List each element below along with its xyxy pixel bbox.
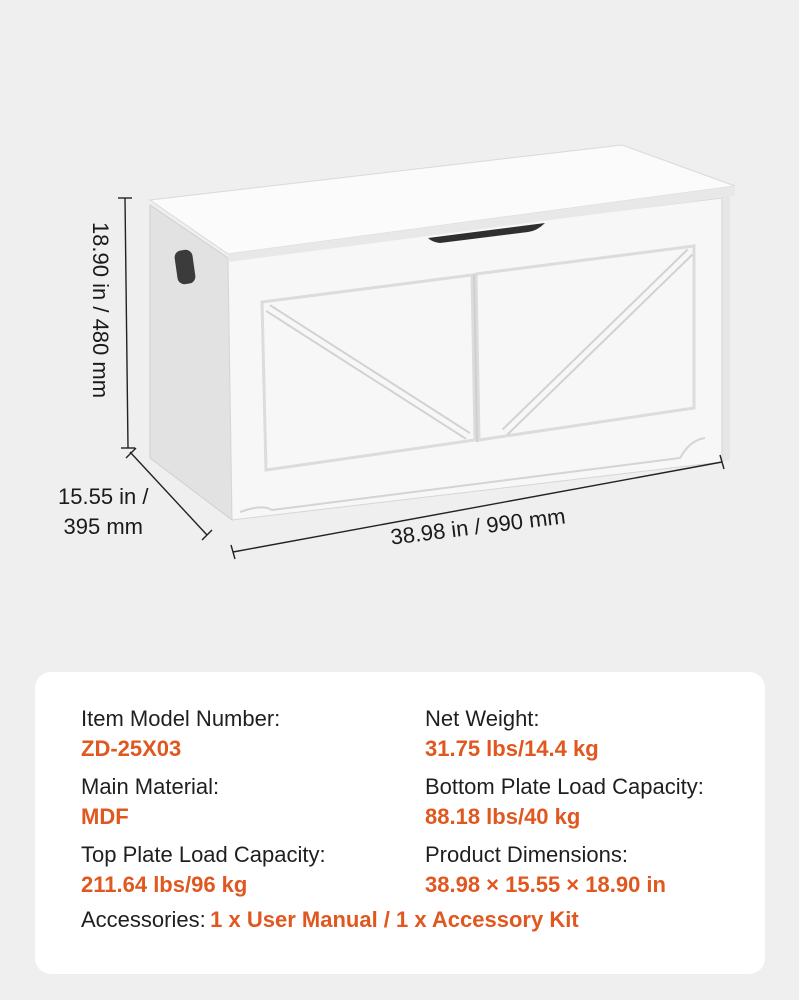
- spec-material-value: MDF: [81, 804, 129, 829]
- spec-bottom-load-label: Bottom Plate Load Capacity:: [425, 774, 704, 799]
- spec-accessories-label: Accessories:: [81, 907, 206, 932]
- spec-dimensions-label: Product Dimensions:: [425, 842, 628, 867]
- spec-material-label: Main Material:: [81, 774, 220, 799]
- spec-bottom-load: [425, 772, 745, 832]
- spec-model: [81, 704, 401, 764]
- spec-dimensions: [425, 840, 745, 900]
- height-dimension-label: 18.90 in / 480 mm: [88, 221, 113, 399]
- spec-top-load-value: 211.64 lbs/96 kg: [81, 872, 248, 897]
- spec-weight: [425, 704, 745, 764]
- spec-model-label: Item Model Number:: [81, 706, 281, 731]
- depth-dimension-line2: 395 mm: [63, 514, 143, 539]
- spec-top-load: [81, 840, 401, 900]
- spec-top-load-label: Top Plate Load Capacity:: [81, 842, 326, 867]
- depth-dimension-line1: 15.55 in /: [58, 484, 149, 509]
- spec-accessories-value: 1 x User Manual / 1 x Accessory Kit: [210, 907, 579, 932]
- spec-card: [35, 672, 765, 974]
- spec-model-value: ZD-25X03: [81, 736, 182, 761]
- spec-bottom-load-value: 88.18 lbs/40 kg: [425, 804, 581, 829]
- depth-dimension-label: [58, 482, 149, 542]
- spec-weight-value: 31.75 lbs/14.4 kg: [425, 736, 599, 761]
- spec-dimensions-value: 38.98 × 15.55 × 18.90 in: [425, 872, 666, 897]
- spec-accessories: [81, 905, 741, 935]
- spec-material: [81, 772, 401, 832]
- spec-weight-label: Net Weight:: [425, 706, 540, 731]
- width-dimension-label: 38.98 in / 990 mm: [389, 503, 567, 550]
